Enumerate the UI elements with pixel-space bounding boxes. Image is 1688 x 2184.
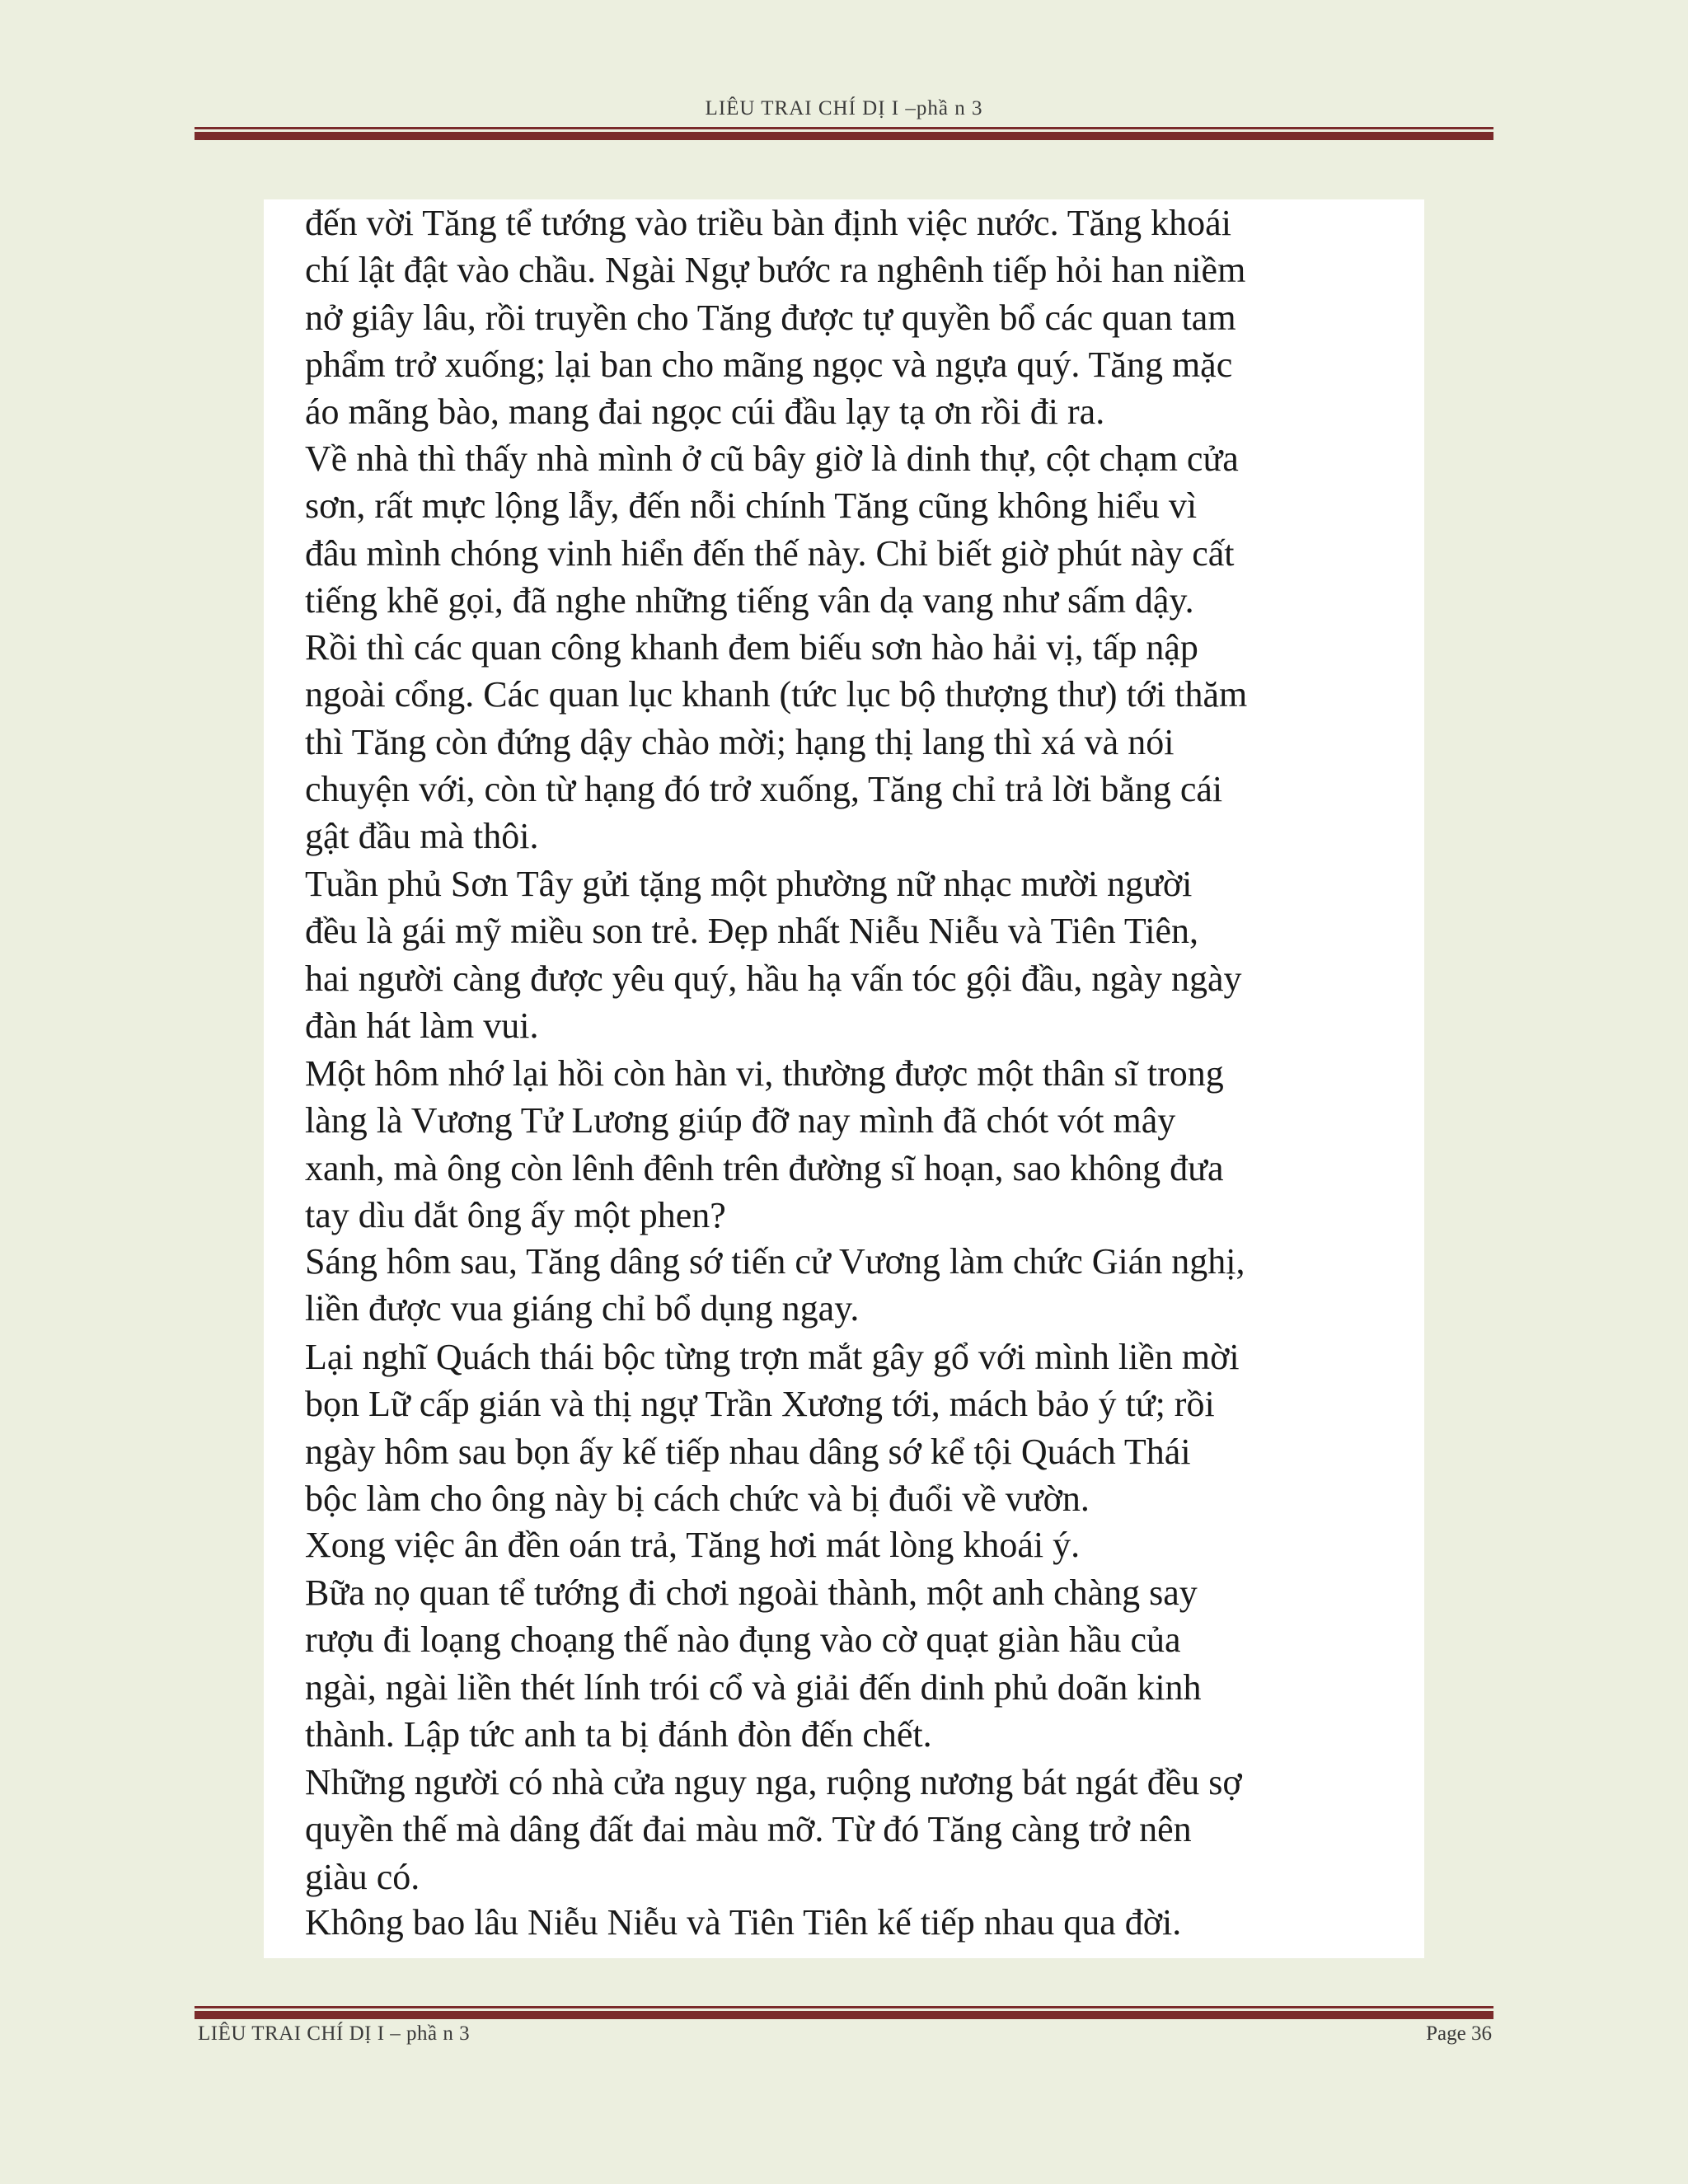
page-body <box>264 199 1424 1958</box>
footer-rule <box>195 2006 1493 2019</box>
paragraph: đến vời Tăng tể tướng vào triều bàn định việc nước. Tăng khoái chí lật đật vào chầu. Ngài Ngự bước ra nghênh tiếp hỏi han niềm nở giây lâu, rồi truyền cho Tăng được tự quyền bổ các quan tam phẩm trở xuống; lại ban cho mãng ngọc và ngựa quý. Tăng mặc áo mãng bào, mang đai ngọc cúi đầu lạy tạ ơn rồi đi ra. <box>305 203 1246 433</box>
paragraph: Những người có nhà cửa nguy nga, ruộng nương bát ngát đều sợ quyền thế mà dâng đất đai màu mỡ. Từ đó Tăng càng trở nên giàu có. <box>305 1762 1242 1897</box>
paragraph: Lại nghĩ Quách thái bộc từng trợn mắt gây gổ với mình liền mời bọn Lữ cấp gián và thị ngự Trần Xương tới, mách bảo ý tứ; rồi ngày hôm sau bọn ấy kế tiếp nhau dâng sớ kể tội Quách Thái bộc làm cho ông này bị cách chức và bị đuổi về vườn. <box>305 1337 1240 1519</box>
running-header-title: LIÊU TRAI CHÍ DỊ I –phầ n 3 <box>705 97 983 120</box>
header-rule <box>195 127 1493 140</box>
page-number: Page 36 <box>1426 2022 1492 2045</box>
paragraph: Tuần phủ Sơn Tây gửi tặng một phường nữ nhạc mười người đều là gái mỹ miều son trẻ. Đẹp nhất Niễu Niễu và Tiên Tiên, hai người càng được yêu quý, hầu hạ vấn tóc gội đầu, ngày ngày đàn hát làm vui. <box>305 864 1242 1046</box>
paragraph: Bữa nọ quan tể tướng đi chơi ngoài thành, một anh chàng say rượu đi loạng choạng thế nào đụng vào cờ quạt giàn hầu của ngài, ngài liền thét lính trói cổ và giải đến dinh phủ doãn kinh thành. Lập tức anh ta bị đánh đòn đến chết. <box>305 1572 1202 1755</box>
running-footer-title: LIÊU TRAI CHÍ DỊ I – phầ n 3 <box>198 2022 471 2045</box>
paragraph: Một hôm nhớ lại hồi còn hàn vi, thường được một thân sĩ trong làng là Vương Tử Lương giúp đỡ nay mình đã chót vót mây xanh, mà ông còn lênh đênh trên đường sĩ hoạn, sao không đưa tay dìu dắt ông ấy một phen? <box>305 1053 1224 1235</box>
paragraph: Xong việc ân đền oán trả, Tăng hơi mát lòng khoái ý. <box>305 1525 1081 1565</box>
paragraph: Không bao lâu Niễu Niễu và Tiên Tiên kế tiếp nhau qua đời. <box>305 1902 1182 1943</box>
paragraph: Sáng hôm sau, Tăng dâng sớ tiến cử Vương làm chức Gián nghị, liền được vua giáng chỉ bổ dụng ngay. <box>305 1241 1245 1329</box>
paragraph: Về nhà thì thấy nhà mình ở cũ bây giờ là dinh thự, cột chạm cửa sơn, rất mực lộng lẫy, đến nỗi chính Tăng cũng không hiểu vì đâu mình chóng vinh hiển đến thế này. Chỉ biết giờ phút này cất tiếng khẽ gọi, đã nghe những tiếng vân dạ vang như sấm dậy. Rồi thì các quan công khanh đem biếu sơn hào hải vị, tấp nập ngoài cổng. Các quan lục khanh (tức lục bộ thượng thư) tới thăm thì Tăng còn đứng dậy chào mời; hạng thị lang thì xá và nói chuyện với, còn từ hạng đó trở xuống, Tăng chỉ trả lời bằng cái gật đầu mà thôi. <box>305 438 1248 857</box>
